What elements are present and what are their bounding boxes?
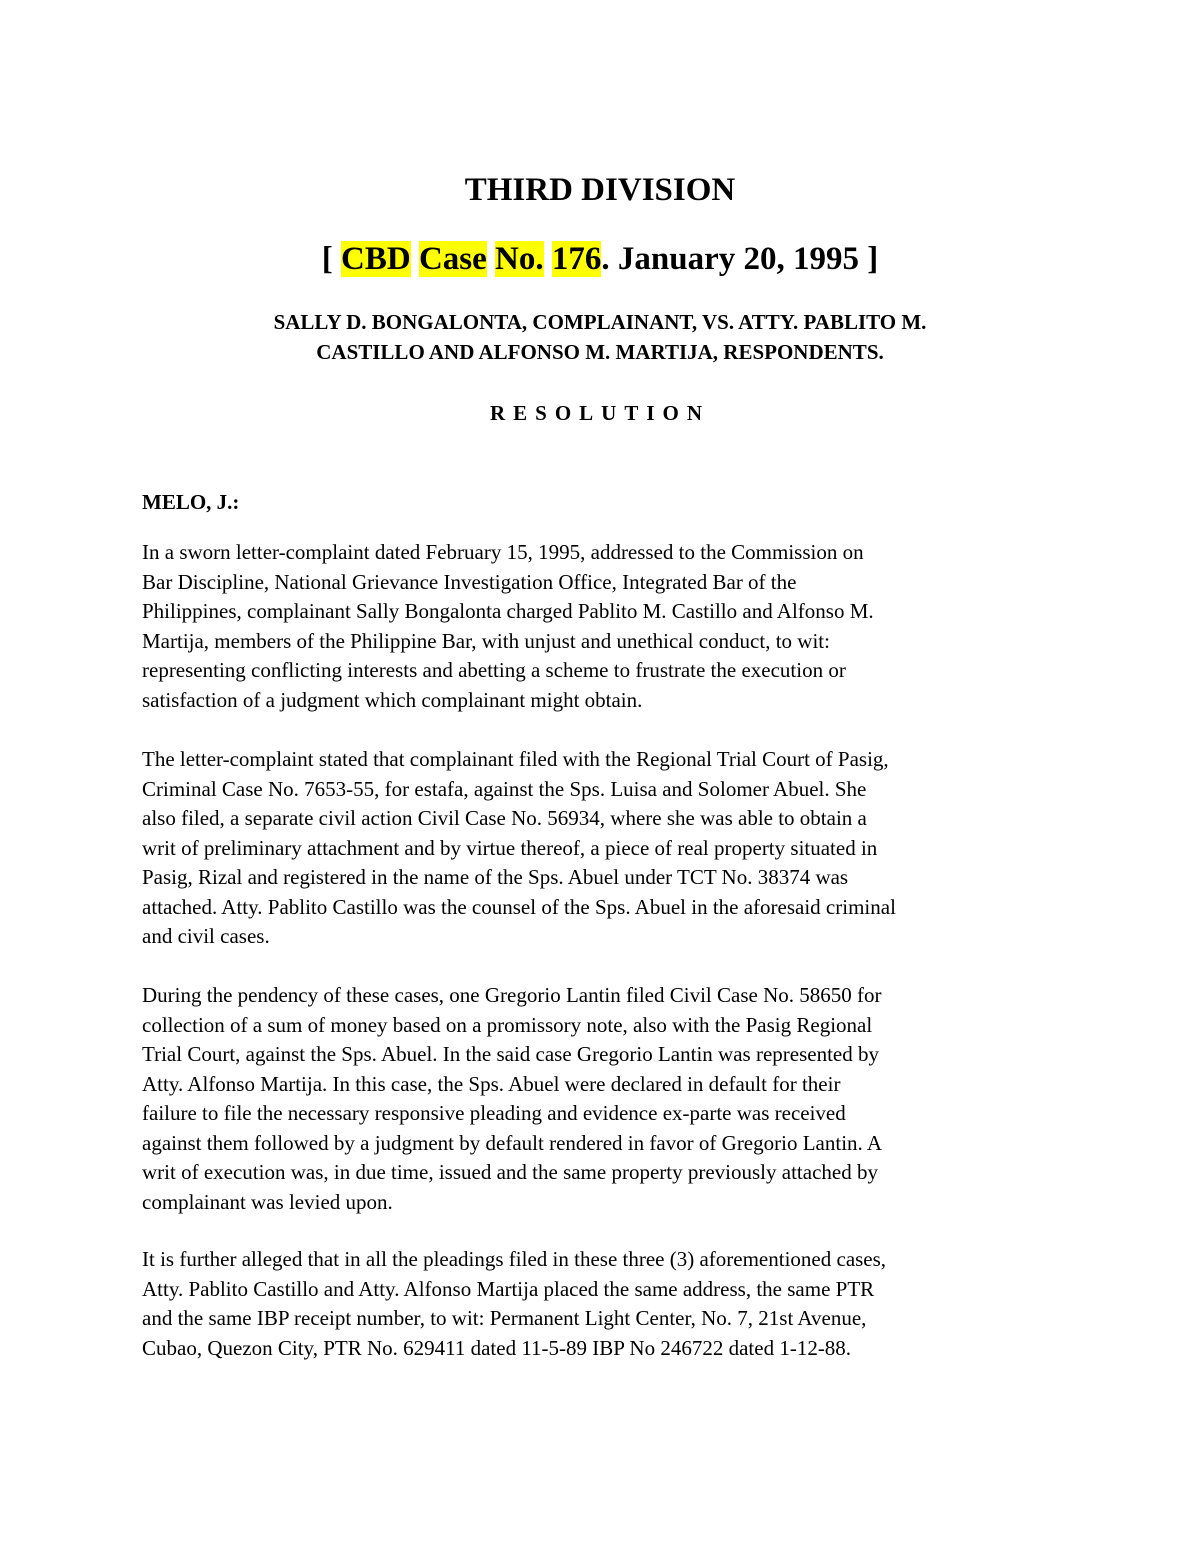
paragraph-3 xyxy=(142,981,1062,1217)
case-date: . January 20, 1995 ] xyxy=(601,241,879,277)
text-line: writ of preliminary attachment and by virtue thereof, a piece of real property situated in xyxy=(142,835,878,860)
highlight-no: No. xyxy=(495,241,544,277)
text-line: collection of a sum of money based on a promissory note, also with the Pasig Regional xyxy=(142,1012,873,1037)
text-line: Martija, members of the Philippine Bar, with unjust and unethical conduct, to wit: xyxy=(142,628,830,653)
text-line: Bar Discipline, National Grievance Investigation Office, Integrated Bar of the xyxy=(142,569,797,594)
parties-line: CASTILLO AND ALFONSO M. MARTIJA, RESPONDENTS. xyxy=(316,340,884,364)
paragraph-2 xyxy=(142,745,1062,952)
text-line: Atty. Pablito Castillo and Atty. Alfonso Martija placed the same address, the same PTR xyxy=(142,1276,875,1301)
text-line: Atty. Alfonso Martija. In this case, the Sps. Abuel were declared in default for their xyxy=(142,1071,841,1096)
text-line: and civil cases. xyxy=(142,924,270,948)
text-line: In a sworn letter-complaint dated February 15, 1995, addressed to the Commission on xyxy=(142,540,864,564)
text-line: writ of execution was, in due time, issued and the same property previously attached by xyxy=(142,1160,878,1184)
text-line: complainant was levied upon. xyxy=(142,1189,393,1214)
text-line: satisfaction of a judgment which complainant might obtain. xyxy=(142,687,643,712)
highlight-number: 176 xyxy=(551,241,602,277)
case-space xyxy=(487,241,495,277)
parties-line: SALLY D. BONGALONTA, COMPLAINANT, VS. ATTY. PABLITO M. xyxy=(273,310,927,334)
text-line: and the same IBP receipt number, to wit: Permanent Light Center, No. 7, 21st Avenue, xyxy=(142,1306,867,1330)
parties-heading xyxy=(150,307,1050,367)
text-line: against them followed by a judgment by default rendered in favor of Gregorio Lantin. A xyxy=(142,1130,883,1155)
text-line: also filed, a separate civil action Civil Case No. 56934, where she was able to obtain a xyxy=(142,806,867,830)
division-heading: THIRD DIVISION xyxy=(464,172,736,208)
case-open-bracket: [ xyxy=(321,241,342,277)
paragraph-1 xyxy=(142,538,1062,715)
text-line: Cubao, Quezon City, PTR No. 629411 dated 11-5-89 IBP No 246722 dated 1-12-88. xyxy=(142,1335,852,1360)
text-line: Philippines, complainant Sally Bongalonta charged Pablito M. Castillo and Alfonso M. xyxy=(142,599,874,623)
text-line: Trial Court, against the Sps. Abuel. In the said case Gregorio Lantin was represented by xyxy=(142,1042,879,1066)
text-line: representing conflicting interests and abetting a scheme to frustrate the execution or xyxy=(142,658,846,682)
text-line: The letter-complaint stated that complainant filed with the Regional Trial Court of Pasig, xyxy=(142,747,889,771)
paragraph-4 xyxy=(142,1245,1062,1363)
highlight-cbd: CBD xyxy=(341,241,411,277)
case-heading xyxy=(0,238,1200,280)
author-line: MELO, J.: xyxy=(142,490,240,514)
text-line: During the pendency of these cases, one Gregorio Lantin filed Civil Case No. 58650 for xyxy=(142,983,882,1007)
resolution-heading: RESOLUTION xyxy=(489,401,711,425)
highlight-case: Case xyxy=(418,241,487,277)
text-line: failure to file the necessary responsive pleading and evidence ex-parte was received xyxy=(142,1101,846,1125)
text-line: It is further alleged that in all the pleadings filed in these three (3) aforementioned cases, xyxy=(142,1247,887,1271)
text-line: attached. Atty. Pablito Castillo was the counsel of the Sps. Abuel in the aforesaid criminal xyxy=(142,894,896,919)
case-space xyxy=(411,241,419,277)
text-line: Criminal Case No. 7653-55, for estafa, against the Sps. Luisa and Solomer Abuel. She xyxy=(142,776,867,801)
case-space xyxy=(544,241,552,277)
text-line: Pasig, Rizal and registered in the name of the Sps. Abuel under TCT No. 38374 was xyxy=(142,865,849,889)
